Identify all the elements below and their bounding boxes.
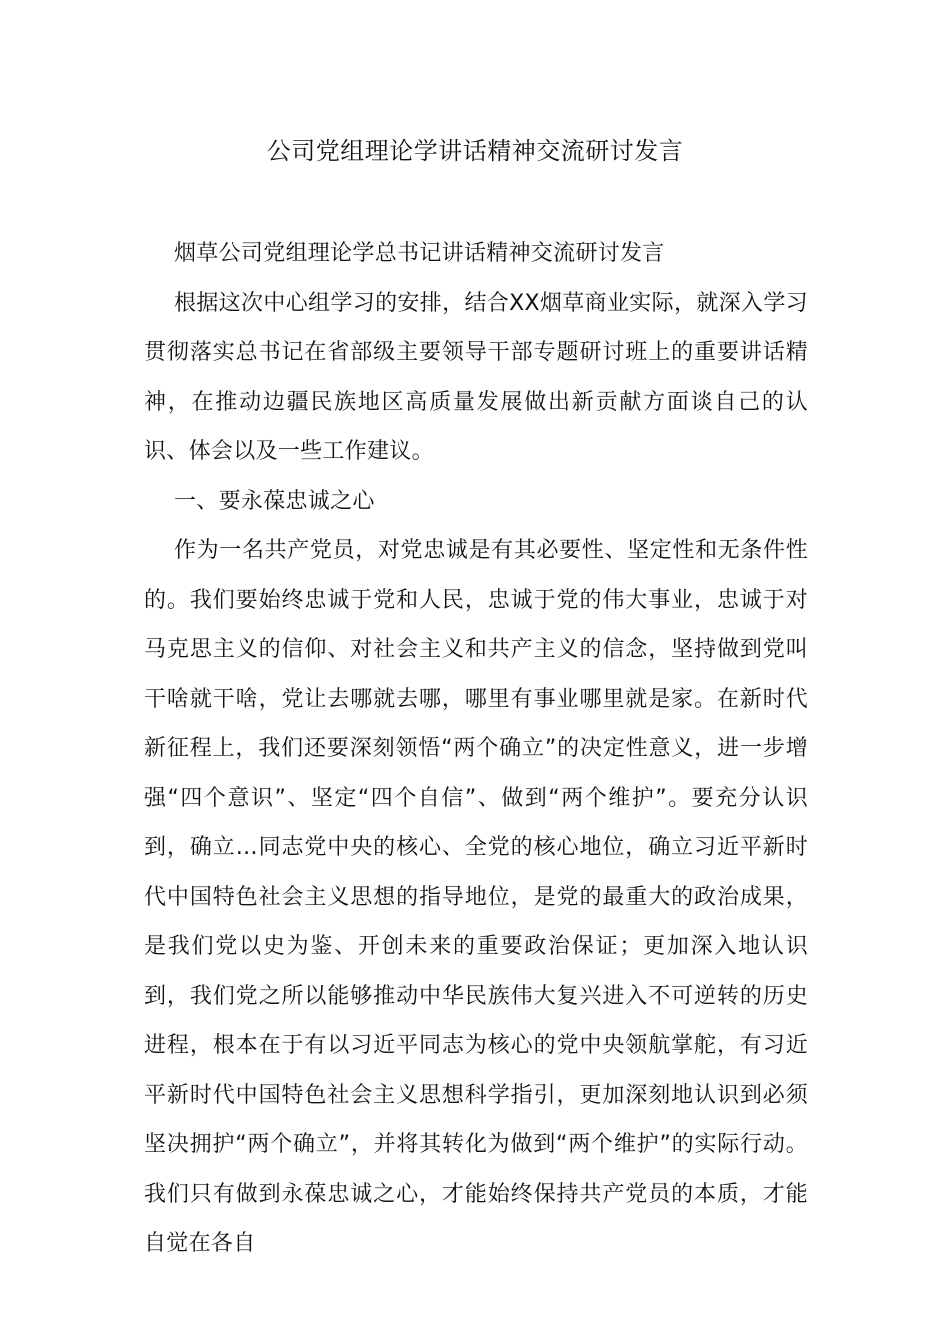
- paragraph-intro: 根据这次中心组学习的安排，结合XX烟草商业实际，就深入学习贯彻落实总书记在省部级主要领导干部专题研讨班上的重要讲话精神，在推动边疆民族地区高质量发展做出新贡献方面谈自己的认识、体会以及一些工作建议。: [144, 290, 808, 464]
- paragraph-section-1: 作为一名共产党员，对党忠诚是有其必要性、坚定性和无条件性的。我们要始终忠诚于党和人民，忠诚于党的伟大事业，忠诚于对马克思主义的信仰、对社会主义和共产主义的信念，坚持做到党叫干啥就干啥，党让去哪就去哪，哪里有事业哪里就是家。在新时代新征程上，我们还要深刻领悟“两个确立”的决定性意义，进一步增强“四个意识”、坚定“四个自信”、做到“两个维护”。要充分认识到，确立…同志党中央的核心、全党的核心地位，确立习近平新时代中国特色社会主义思想的指导地位，是党的最重大的政治成果，是我们党以史为鉴、开创未来的重要政治保证；更加深入地认识到，我们党之所以能够推动中华民族伟大复兴进入不可逆转的历史进程，根本在于有以习近平同志为核心的党中央领航掌舵，有习近平新时代中国特色社会主义思想科学指引，更加深刻地认识到必须坚决拥护“两个确立”，并将其转化为做到“两个维护”的实际行动。我们只有做到永葆忠诚之心，才能始终保持共产党员的本质，才能自觉在各自: [144, 538, 808, 1256]
- document-body: [144, 229, 808, 1269]
- document-title: 公司党组理论学讲话精神交流研讨发言: [266, 137, 684, 165]
- section-heading-1: 一、要永葆忠诚之心: [174, 488, 375, 514]
- paragraph-subtitle: 烟草公司党组理论学总书记讲话精神交流研讨发言: [174, 241, 665, 266]
